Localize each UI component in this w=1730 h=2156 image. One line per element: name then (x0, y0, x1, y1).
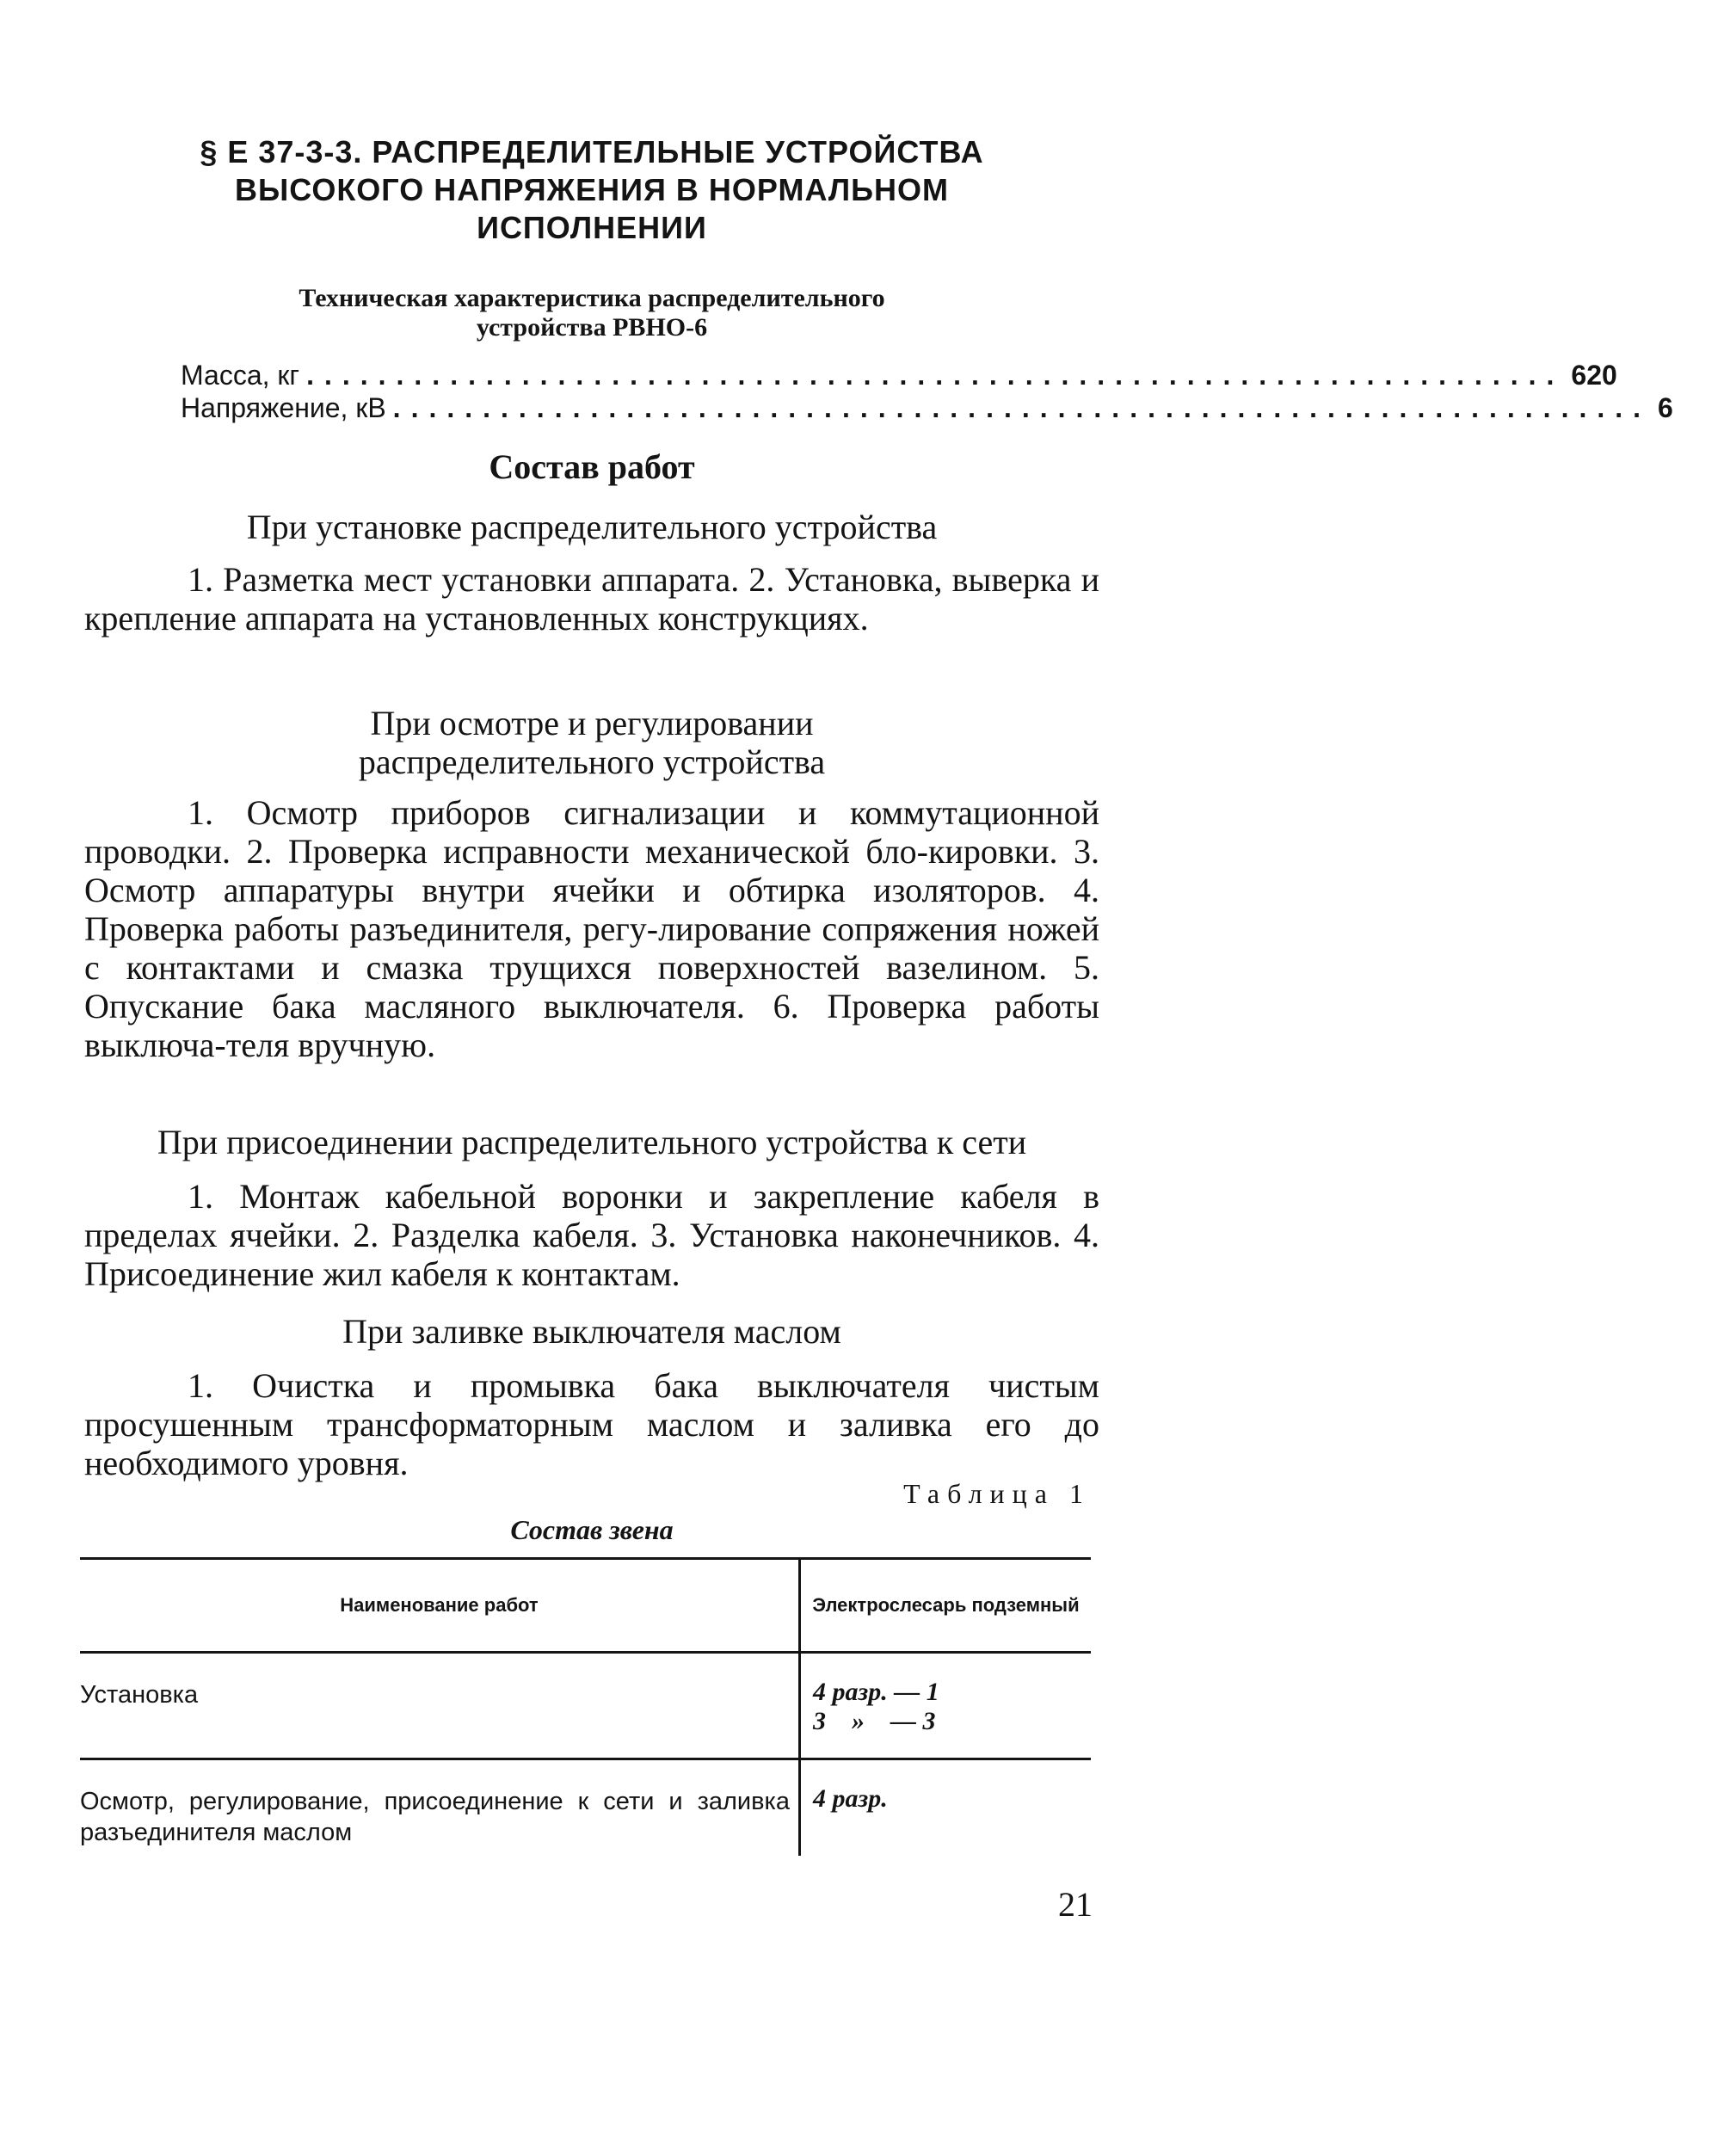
column-header-work: Наименование работ (80, 1559, 800, 1653)
spec-value: 6 (1658, 392, 1673, 423)
table-header-row (80, 1559, 1091, 1653)
work-heading: Состав работ (489, 447, 695, 486)
leader-dots: ...................................................................... (306, 360, 1565, 391)
spec-row-mass (181, 360, 1617, 391)
group-subheading: При присоединении распределительного устройства к сети (157, 1123, 1027, 1161)
group-text: 1. Разметка мест установки аппарата. 2. Установка, выверка и крепление аппарата на установленных конструкциях. (84, 560, 1099, 638)
work-name: Установка (80, 1681, 199, 1709)
spec-row-voltage (181, 392, 1673, 423)
group-text: 1. Очистка и промывка бака выключателя чистым просушенным трансформаторным маслом и заливка его до необходимого уровня. (84, 1366, 1099, 1482)
table-cell (80, 1653, 800, 1759)
group-subheading: При установке распределительного устройства (246, 508, 938, 546)
section-title-line: ВЫСОКОГО НАПРЯЖЕНИЯ В НОРМАЛЬНОМ (234, 172, 950, 207)
work-name: Осмотр, регулирование, присоединение к сети и заливка разъединителя маслом (80, 1788, 790, 1846)
spec-title-line: устройства РВНО-6 (476, 313, 708, 342)
rank-composition (801, 1654, 1091, 1736)
group-subheading: При заливке выключателя маслом (342, 1312, 841, 1351)
table-row (80, 1759, 1091, 1856)
rank-line: 4 разр. — 1 (813, 1678, 939, 1706)
section-title-line: § Е 37-3-3. РАСПРЕДЕЛИТЕЛЬНЫЕ УСТРОЙСТВА (200, 134, 984, 169)
spec-title (84, 284, 1099, 342)
spec-label: Напряжение, кВ (181, 392, 386, 423)
group-text: 1. Монтаж кабельной воронки и закрепление кабеля в пределах ячейки. 2. Разделка кабеля. 3. Установка наконечников. 4. Присоединение жил кабеля к контактам. (84, 1177, 1099, 1293)
table-cell (800, 1759, 1092, 1856)
table-caption: Состав звена (510, 1514, 674, 1545)
section-title-line: ИСПОЛНЕНИИ (477, 210, 707, 245)
rank-line: 4 разр. (813, 1784, 888, 1813)
spec-label: Масса, кг (181, 360, 300, 391)
rank-composition (801, 1760, 1091, 1814)
column-header-electrician: Электрослесарь подземный (800, 1559, 1092, 1653)
table-cell (800, 1653, 1092, 1759)
spec-value: 620 (1571, 360, 1617, 391)
spec-title-line: Техническая характеристика распределительного (299, 284, 885, 312)
table-cell (80, 1759, 800, 1856)
table-row (80, 1653, 1091, 1759)
section-title (84, 133, 1099, 247)
table-label: Таблица 1 (903, 1478, 1091, 1509)
group-subheading: При осмотре и регулировании распределительного устройства (358, 704, 826, 781)
group-text: 1. Осмотр приборов сигнализации и коммутационной проводки. 2. Проверка исправности механической бло-кировки. 3. Осмотр аппаратуры внутри ячейки и обтирка изоляторов. 4. Проверка работы разъединителя, регу-лирование сопряжения ножей с контактами и смазка трущихся поверхностей вазелином. 5. Опускание бака масляного выключателя. 6. Проверка работы выключа-теля вручную. (84, 793, 1099, 1064)
rank-line: 3 » — 3 (813, 1707, 936, 1735)
crew-table (80, 1557, 1091, 1856)
leader-dots: ...................................................................... (392, 392, 1652, 423)
page-number: 21 (1058, 1885, 1093, 1924)
